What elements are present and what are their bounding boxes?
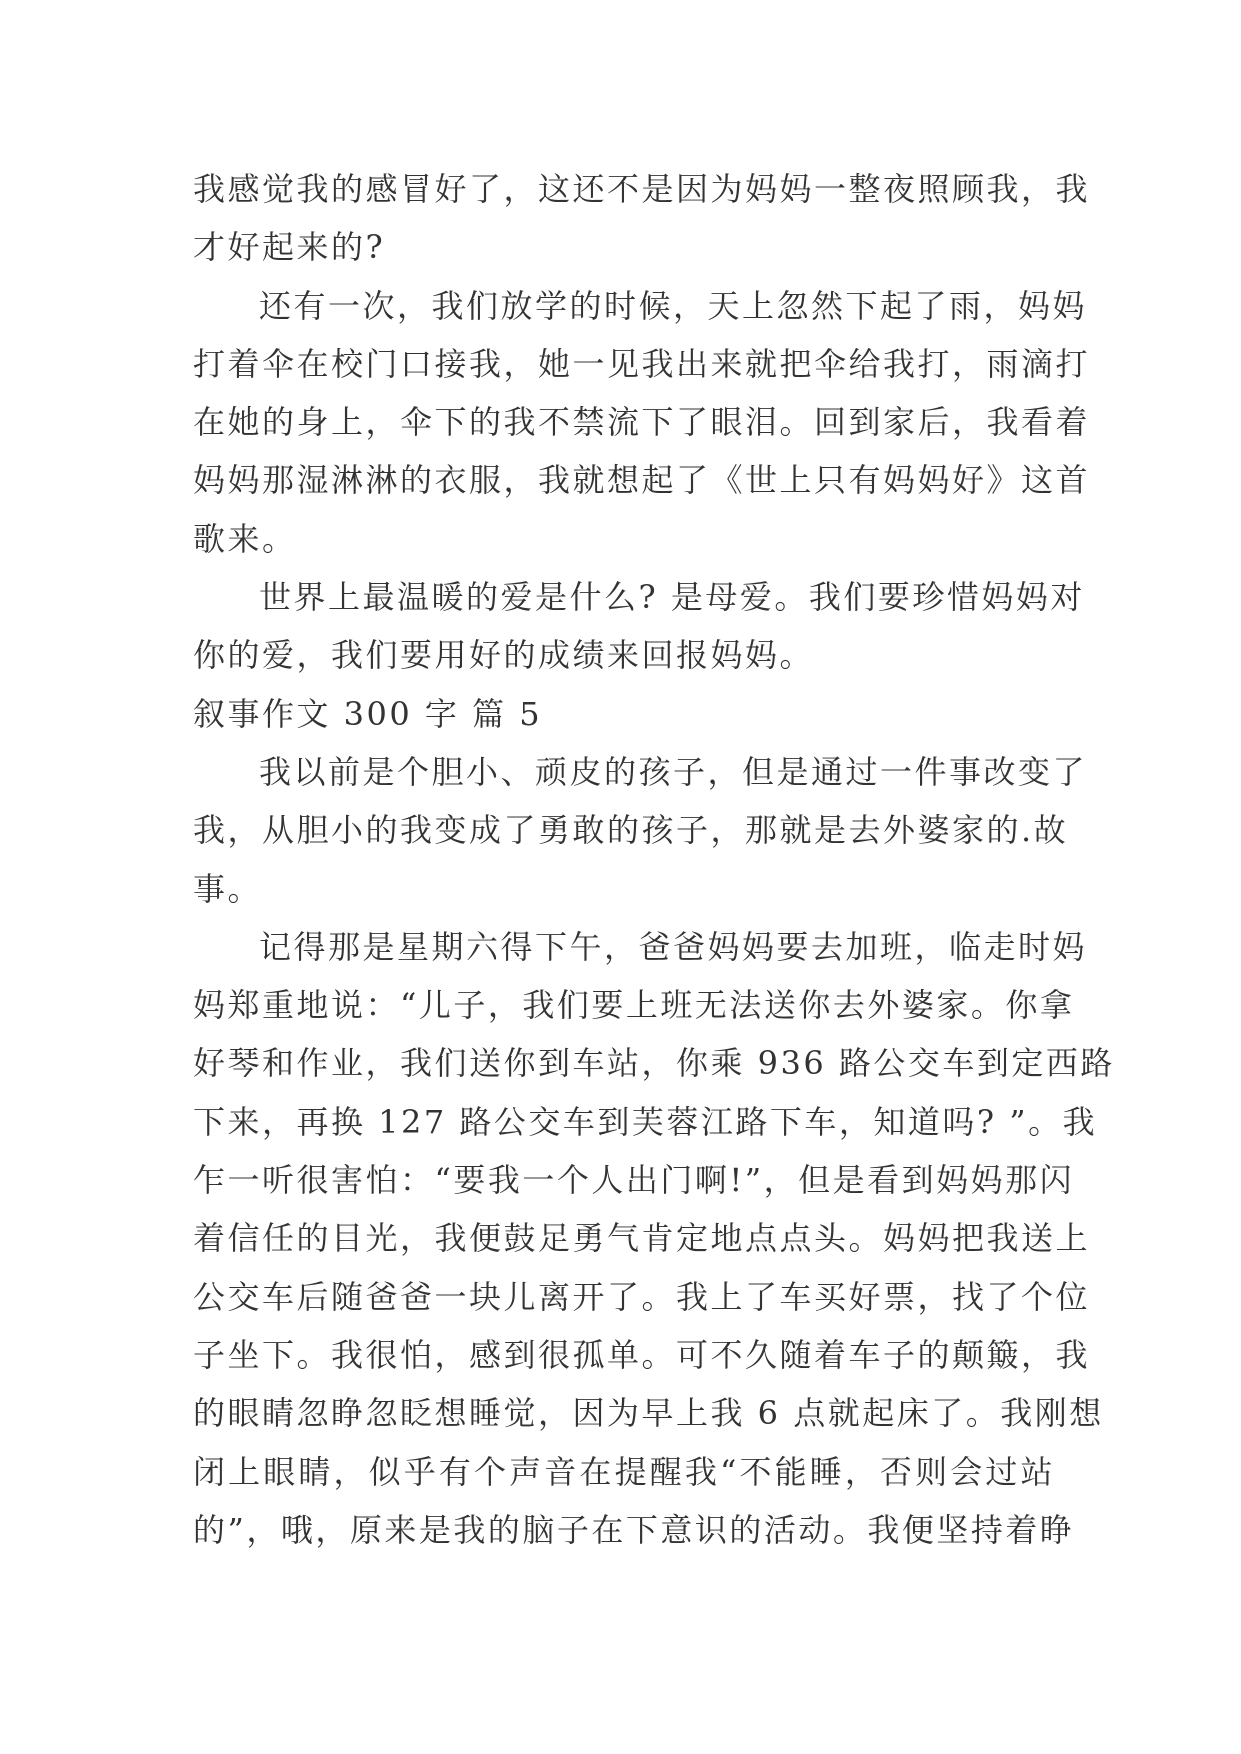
text-line: 打着伞在校门口接我，她一见我出来就把伞给我打，雨滴打: [193, 344, 1091, 383]
text-line: 在她的身上，伞下的我不禁流下了眼泪。回到家后，我看着: [193, 403, 1091, 442]
section-heading: 叙事作文 300 字 篇 5: [193, 694, 543, 733]
paragraph-start-line: 我以前是个胆小、顽皮的孩子，但是通过一件事改变了: [259, 752, 1088, 791]
paragraph-start-line: 还有一次，我们放学的时候，天上忽然下起了雨，妈妈: [259, 286, 1088, 325]
paragraph-start-line: 世界上最温暖的爱是什么? 是母爱。我们要珍惜妈妈对: [259, 578, 1085, 617]
text-line: 才好起来的?: [193, 228, 386, 267]
text-line: 歌来。: [193, 519, 297, 558]
text-line: 事。: [193, 869, 263, 908]
text-line: 妈妈那湿淋淋的衣服，我就想起了《世上只有妈妈好》这首: [193, 461, 1091, 500]
text-line: 着信任的目光，我便鼓足勇气肯定地点点头。妈妈把我送上: [193, 1219, 1091, 1258]
text-line: 妈郑重地说：“儿子，我们要上班无法送你去外婆家。你拿: [193, 986, 1075, 1025]
essay-body: [193, 160, 1115, 1559]
text-line: 子坐下。我很怕，感到很孤单。可不久随着车子的颠簸，我: [193, 1335, 1091, 1374]
text-line: 乍一听很害怕：“要我一个人出门啊!”，但是看到妈妈那闪: [193, 1161, 1075, 1200]
text-line: 下来，再换 127 路公交车到芙蓉江路下车，知道吗? ”。我: [193, 1102, 1098, 1141]
text-line: 你的爱，我们要用好的成绩来回报妈妈。: [193, 636, 815, 675]
text-line: 我，从胆小的我变成了勇敢的孩子，那就是去外婆家的.故: [193, 811, 1069, 850]
text-line: 我感觉我的感冒好了，这还不是因为妈妈一整夜照顾我，我: [193, 170, 1091, 208]
text-line: 公交车后随爸爸一块儿离开了。我上了车买好票，找了个位: [193, 1277, 1091, 1316]
text-line: 好琴和作业，我们送你到车站，你乘 936 路公交车到定西路: [193, 1044, 1115, 1083]
text-line: 的”，哦，原来是我的脑子在下意识的活动。我便坚持着睁: [193, 1510, 1075, 1549]
text-line: 闭上眼睛，似乎有个声音在提醒我“不能睡，否则会过站: [193, 1452, 1055, 1491]
text-line: 的眼睛忽睁忽眨想睡觉，因为早上我 6 点就起床了。我刚想: [193, 1394, 1104, 1433]
paragraph-start-line: 记得那是星期六得下午，爸爸妈妈要去加班，临走时妈: [259, 927, 1088, 966]
